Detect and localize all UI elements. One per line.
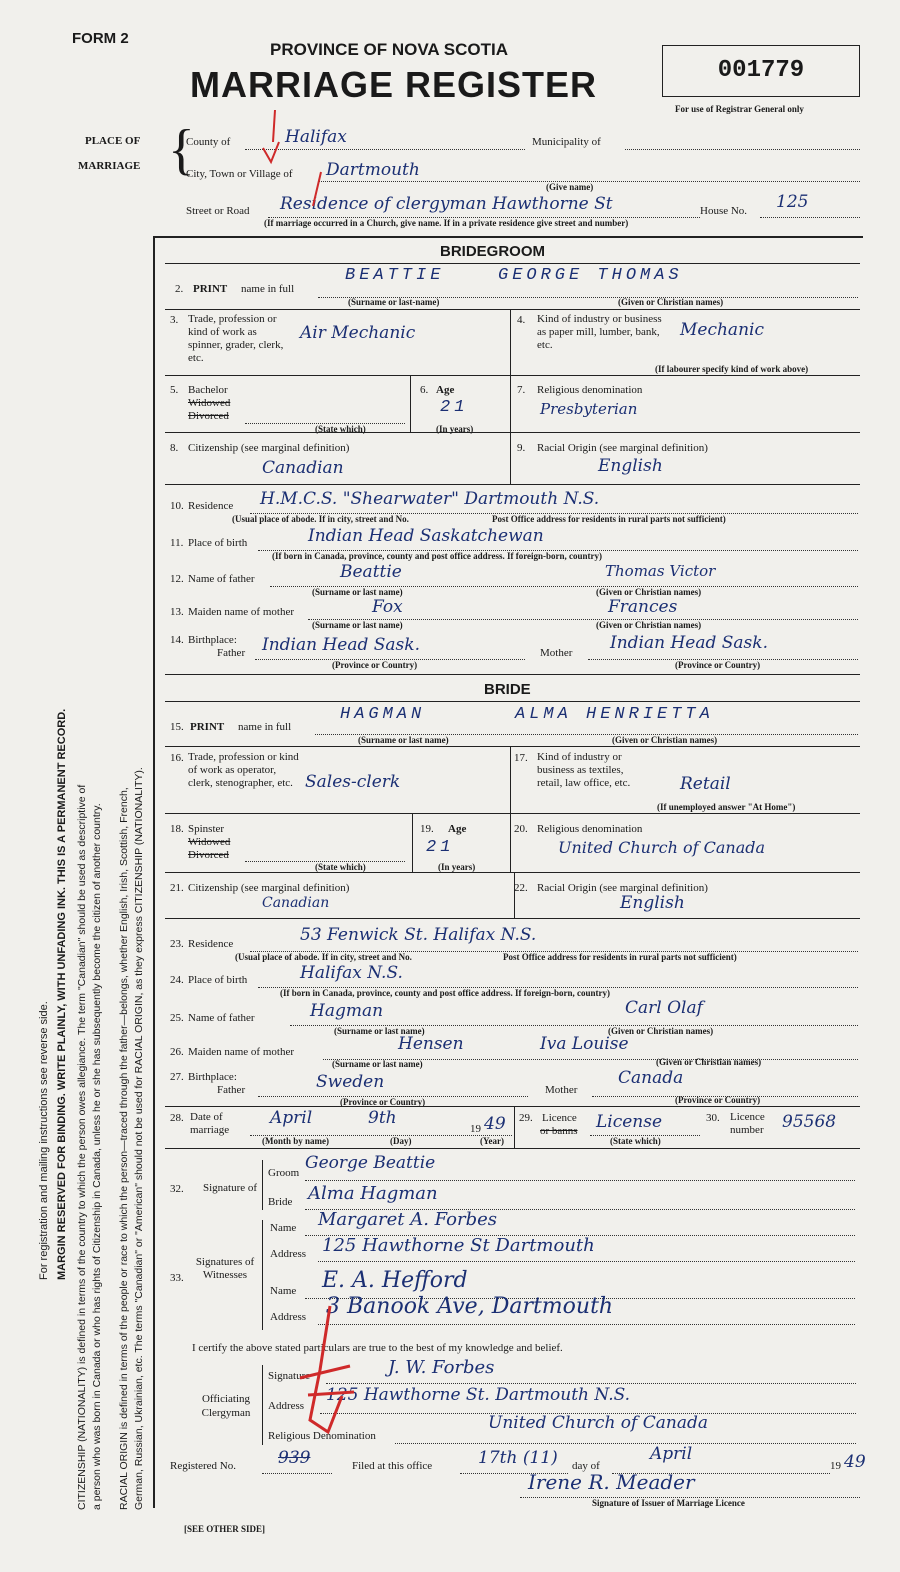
witness-2-address-label: Address <box>270 1311 307 1323</box>
province-title: PROVINCE OF NOVA SCOTIA <box>270 40 509 59</box>
filed-year-prefix: 19 <box>830 1460 841 1472</box>
item-25-number: 25. <box>170 1012 184 1024</box>
filed-year: 49 <box>844 1452 866 1472</box>
red-check-marks <box>255 108 335 218</box>
bride-citizenship-value: Canadian <box>262 895 330 911</box>
groom-mother-label: Maiden name of mother <box>188 606 294 618</box>
groom-birthplace-note: (If born in Canada, province, county and post office address. If foreign-born, country) <box>272 551 603 561</box>
groom-print-label: PRINT <box>193 283 228 295</box>
sidebar-line-6: German, Russian, Ukrainian, etc. The terms "Canadian" or "American" should not be used for RACIAL ORIGIN, as they express CITIZENSHIP (NATIONALITY). <box>133 767 145 1510</box>
groom-religion-label: Religious denomination <box>537 384 643 396</box>
bride-trade-value: Sales-clerk <box>305 772 401 792</box>
item-10-number: 10. <box>170 500 184 512</box>
bride-racial-label: Racial Origin (see marginal definition) <box>537 882 708 894</box>
marriage-date-label: Date of marriage <box>190 1111 230 1136</box>
off-signature-label: Signature <box>268 1370 311 1382</box>
bride-industry-value: Retail <box>680 774 731 794</box>
signature-of-label: Signature of <box>202 1182 258 1194</box>
witness-1-name: Margaret A. Forbes <box>318 1209 498 1230</box>
day-of-label: day of <box>572 1460 600 1472</box>
groom-heading: BRIDEGROOM <box>440 243 545 260</box>
witness-1-name-label: Name <box>270 1222 297 1234</box>
bride-mother-label: Maiden name of mother <box>188 1046 294 1058</box>
filed-month: April <box>650 1444 693 1464</box>
groom-bachelor: Bachelor <box>188 384 228 396</box>
item-4-number: 4. <box>517 314 526 326</box>
groom-father-label: Name of father <box>188 573 255 585</box>
witness-1-address-label: Address <box>270 1248 307 1260</box>
groom-bp-father-label: Father <box>217 647 246 659</box>
banns-label: or banns <box>540 1125 578 1137</box>
house-label: House No. <box>700 205 748 217</box>
form-left-border <box>153 236 155 1508</box>
groom-bp-mother-value: Indian Head Sask. <box>610 633 768 653</box>
item-17-number: 17. <box>514 752 528 764</box>
groom-bp-mother-label: Mother <box>540 647 573 659</box>
marriage-year-note: (Year) <box>480 1136 504 1146</box>
groom-age-label: Age <box>436 384 455 396</box>
licence-label: Licence <box>542 1112 577 1124</box>
item-27-number: 27. <box>170 1071 184 1083</box>
bride-bp-label: Birthplace: <box>188 1071 237 1083</box>
bride-bp-mother-label: Mother <box>545 1084 578 1096</box>
item-22-number: 22. <box>514 882 528 894</box>
register-number-box <box>662 45 860 97</box>
groom-bp-mother-note: (Province or Country) <box>675 660 761 670</box>
filed-label: Filed at this office <box>352 1460 433 1472</box>
bride-racial-value: English <box>620 893 685 913</box>
street-value: Residence of clergyman Hawthorne St <box>280 194 613 214</box>
item-33-number: 33. <box>170 1272 184 1284</box>
form-label: FORM 2 <box>72 30 129 47</box>
sidebar-line-5: RACIAL ORIGIN is defined in terms of the people or race to which the person—traced through the father—belongs, whether English, Irish, Scottish, French, <box>118 787 130 1510</box>
sidebar-line-3: CITIZENSHIP (NATIONALITY) is defined in terms of the country to which the person owes allegiance. The term "Canadian" should be used as descriptive of <box>76 784 88 1510</box>
bride-industry-label: Kind of industry or business as textiles, retail, law office, etc. <box>537 751 631 789</box>
item-14-number: 14. <box>170 634 184 646</box>
licence-value: License <box>596 1112 663 1132</box>
marriage-label: MARRIAGE <box>78 160 141 172</box>
registrar-note: For use of Registrar General only <box>675 104 804 114</box>
brace-icon: { <box>168 119 195 181</box>
groom-birthplace-label: Place of birth <box>188 537 248 549</box>
groom-father-given-note: (Given or Christian names) <box>596 587 702 597</box>
groom-father-surname: Beattie <box>340 562 402 582</box>
bride-spinster: Spinster <box>188 823 225 835</box>
house-value: 125 <box>776 192 809 212</box>
bride-given: ALMA HENRIETTA <box>515 705 714 724</box>
bride-heading: BRIDE <box>484 681 531 698</box>
item-20-number: 20. <box>514 823 528 835</box>
bride-residence-note: (Usual place of abode. If in city, street and No. <box>235 952 412 962</box>
item-24-number: 24. <box>170 974 184 986</box>
groom-bp-label: Birthplace: <box>188 634 237 646</box>
groom-residence-value: H.M.C.S. "Shearwater" Dartmouth N.S. <box>260 489 600 509</box>
bride-name-label: name in full <box>238 721 292 733</box>
filed-day: 17th (11) <box>478 1448 558 1468</box>
municipality-label: Municipality of <box>532 136 601 148</box>
item-18-number: 18. <box>170 823 184 835</box>
groom-racial-label: Racial Origin (see marginal definition) <box>537 442 708 454</box>
item-7-number: 7. <box>517 384 526 396</box>
groom-given: GEORGE THOMAS <box>498 266 683 285</box>
groom-mother-surname: Fox <box>372 597 403 617</box>
bride-age-value: 21 <box>426 838 455 857</box>
groom-mother-surname-note: (Surname or last name) <box>312 620 403 630</box>
licence-number-label: Licence number <box>730 1111 765 1136</box>
groom-father-surname-note: (Surname or last name) <box>312 587 403 597</box>
groom-mother-given-note: (Given or Christian names) <box>596 620 702 630</box>
off-address-label: Address <box>268 1400 305 1412</box>
groom-surname: BEATTIE <box>345 266 445 285</box>
bride-years-note: (In years) <box>438 862 476 872</box>
see-other-side: [SEE OTHER SIDE] <box>184 1524 266 1534</box>
groom-signature: George Beattie <box>305 1153 436 1173</box>
bride-age-label: Age <box>448 823 467 835</box>
registered-no-value: 939 <box>278 1448 311 1468</box>
groom-trade-value: Air Mechanic <box>300 323 416 343</box>
bride-residence-label: Residence <box>188 938 234 950</box>
item-28-number: 28. <box>170 1112 184 1124</box>
bride-residence-note-2: Post Office address for residents in rural parts not sufficient) <box>503 952 737 962</box>
witness-2-name-label: Name <box>270 1285 297 1297</box>
red-registrar-mark <box>290 1300 370 1440</box>
bride-state-note: (State which) <box>315 862 366 872</box>
marriage-day-note: (Day) <box>390 1136 412 1146</box>
bride-father-surname-note: (Surname or last name) <box>334 1026 425 1036</box>
off-address: 125 Hawthorne St. Dartmouth N.S. <box>326 1385 631 1405</box>
off-religion: United Church of Canada <box>488 1413 708 1433</box>
city-label: City, Town or Village of <box>186 168 293 180</box>
bride-surname-note: (Surname or last name) <box>358 735 449 745</box>
bride-bp-mother-note: (Province or Country) <box>675 1095 761 1105</box>
county-label: County of <box>186 136 231 148</box>
groom-mother-given: Frances <box>608 597 678 617</box>
bride-religion-value: United Church of Canada <box>558 838 766 857</box>
form-top-border <box>153 236 863 238</box>
registered-no-label: Registered No. <box>170 1460 236 1472</box>
groom-residence-note: (Usual place of abode. If in city, street and No. <box>232 514 409 524</box>
bride-religion-label: Religious denomination <box>537 823 643 835</box>
bride-father-label: Name of father <box>188 1012 255 1024</box>
groom-industry-note: (If labourer specify kind of work above) <box>655 364 809 374</box>
bride-bp-father-label: Father <box>217 1084 246 1096</box>
groom-racial-value: English <box>598 456 663 476</box>
item-16-number: 16. <box>170 752 184 764</box>
bride-birthplace-note: (If born in Canada, province, county and post office address. If foreign-born, country) <box>280 988 611 998</box>
groom-bp-father-value: Indian Head Sask. <box>262 635 420 655</box>
groom-name-label: name in full <box>241 283 295 295</box>
item-29-number: 29. <box>519 1112 533 1124</box>
street-note: (If marriage occurred in a Church, give name. If in a private residence give street and number) <box>264 218 629 228</box>
bride-print-label: PRINT <box>190 721 225 733</box>
witness-2-address: 3 Banook Ave, Dartmouth <box>326 1294 614 1319</box>
bride-sig-label: Bride <box>268 1196 293 1208</box>
groom-divorced: Divorced <box>188 410 229 422</box>
item-2-number: 2. <box>175 283 184 295</box>
marriage-month-note: (Month by name) <box>262 1136 329 1146</box>
witnesses-label: Signatures of Witnesses <box>195 1256 255 1281</box>
issuer-signature: Irene R. Meader <box>528 1470 695 1494</box>
place-of-label: PLACE OF <box>85 135 141 147</box>
item-32-number: 32. <box>170 1183 184 1195</box>
item-13-number: 13. <box>170 606 184 618</box>
sidebar-line-1: For registration and mailing instructions see reverse side. <box>38 1001 50 1280</box>
groom-sig-label: Groom <box>268 1167 300 1179</box>
give-name-note: (Give name) <box>546 182 594 192</box>
groom-age-value: 21 <box>440 398 469 417</box>
item-30-number: 30. <box>706 1112 720 1124</box>
off-religion-label: Religious Denomination <box>268 1430 376 1442</box>
item-15-number: 15. <box>170 721 184 733</box>
bride-citizenship-label: Citizenship (see marginal definition) <box>188 882 350 894</box>
item-3-number: 3. <box>170 314 179 326</box>
groom-residence-label: Residence <box>188 500 234 512</box>
marriage-day: 9th <box>368 1108 397 1128</box>
bride-bp-mother-value: Canada <box>618 1068 684 1088</box>
item-21-number: 21. <box>170 882 184 894</box>
certify-text: I certify the above stated particulars are true to the best of my knowledge and belief. <box>192 1342 563 1354</box>
witness-1-address: 125 Hawthorne St Dartmouth <box>322 1235 595 1256</box>
street-label: Street or Road <box>186 205 250 217</box>
marriage-year-prefix: 19 <box>470 1123 481 1135</box>
item-8-number: 8. <box>170 442 179 454</box>
bride-residence-value: 53 Fenwick St. Halifax N.S. <box>300 925 537 945</box>
bride-industry-note: (If unemployed answer "At Home") <box>657 802 796 812</box>
item-19-number: 19. <box>420 823 434 835</box>
sidebar-line-4: a person who was born in Canada or who has rights of Citizenship in Canada, unless he or she has subsequently become the citizen of another country. <box>91 803 103 1510</box>
bride-birthplace-label: Place of birth <box>188 974 248 986</box>
bride-father-given-note: (Given or Christian names) <box>608 1026 714 1036</box>
witness-2-name: E. A. Hefford <box>322 1268 468 1293</box>
groom-citizenship-value: Canadian <box>262 458 344 478</box>
groom-industry-value: Mechanic <box>680 320 764 340</box>
groom-given-note: (Given or Christian names) <box>618 297 724 307</box>
bride-divorced: Divorced <box>188 849 229 861</box>
item-23-number: 23. <box>170 938 184 950</box>
groom-bp-father-note: (Province or Country) <box>332 660 418 670</box>
groom-religion-value: Presbyterian <box>540 400 638 418</box>
bride-mother-given: Iva Louise <box>540 1034 629 1054</box>
item-11-number: 11. <box>170 537 184 549</box>
groom-years-note: (In years) <box>436 424 474 434</box>
issuer-label: Signature of Issuer of Marriage Licence <box>592 1498 745 1508</box>
bride-father-given: Carl Olaf <box>625 998 703 1018</box>
item-12-number: 12. <box>170 573 184 585</box>
bride-bp-father-note: (Province or Country) <box>340 1097 426 1107</box>
bride-trade-label: Trade, profession or kind of work as operator, clerk, stenographer, etc. <box>188 751 299 789</box>
groom-industry-label: Kind of industry or business as paper mill, lumber, bank, etc. <box>537 313 662 351</box>
page-title: MARRIAGE REGISTER <box>190 64 598 105</box>
bride-signature: Alma Hagman <box>308 1183 438 1204</box>
marriage-month: April <box>270 1108 313 1128</box>
licence-number-value: 95568 <box>782 1112 837 1132</box>
bride-given-note: (Given or Christian names) <box>612 735 718 745</box>
groom-trade-label: Trade, profession or kind of work as spinner, grader, clerk, etc. <box>188 313 284 364</box>
licence-state-note: (State which) <box>610 1136 661 1146</box>
groom-residence-note-2: Post Office address for residents in rural parts not sufficient) <box>492 514 726 524</box>
marriage-year: 49 <box>484 1114 506 1134</box>
bride-widowed: Widowed <box>188 836 231 848</box>
bride-birthplace-value: Halifax N.S. <box>300 963 403 983</box>
item-26-number: 26. <box>170 1046 184 1058</box>
bride-mother-surname-note: (Surname or last name) <box>332 1059 423 1069</box>
item-5-number: 5. <box>170 384 179 396</box>
groom-surname-note: (Surname or last-name) <box>348 297 440 307</box>
bride-mother-surname: Hensen <box>398 1034 464 1054</box>
sidebar-line-2: MARGIN RESERVED FOR BINDING. WRITE PLAINLY, WITH UNFADING INK. THIS IS A PERMANENT RECORD. <box>56 708 68 1280</box>
county-value: Halifax <box>285 127 347 147</box>
bride-bp-father-value: Sweden <box>316 1072 385 1092</box>
officiating-label: Officiating Clergyman <box>201 1393 251 1419</box>
item-9-number: 9. <box>517 442 526 454</box>
groom-father-given: Thomas Victor <box>605 562 716 580</box>
groom-state-note: (State which) <box>315 424 366 434</box>
off-signature: J. W. Forbes <box>388 1357 495 1378</box>
city-value: Dartmouth <box>326 160 420 180</box>
groom-birthplace-value: Indian Head Saskatchewan <box>308 526 544 546</box>
register-number: 001779 <box>717 57 805 84</box>
groom-widowed: Widowed <box>188 397 231 409</box>
bride-mother-given-note: (Given or Christian names) <box>656 1057 762 1067</box>
bride-father-surname: Hagman <box>310 1001 384 1021</box>
item-6-number: 6. <box>420 384 429 396</box>
bride-surname: HAGMAN <box>340 705 426 724</box>
groom-citizenship-label: Citizenship (see marginal definition) <box>188 442 350 454</box>
